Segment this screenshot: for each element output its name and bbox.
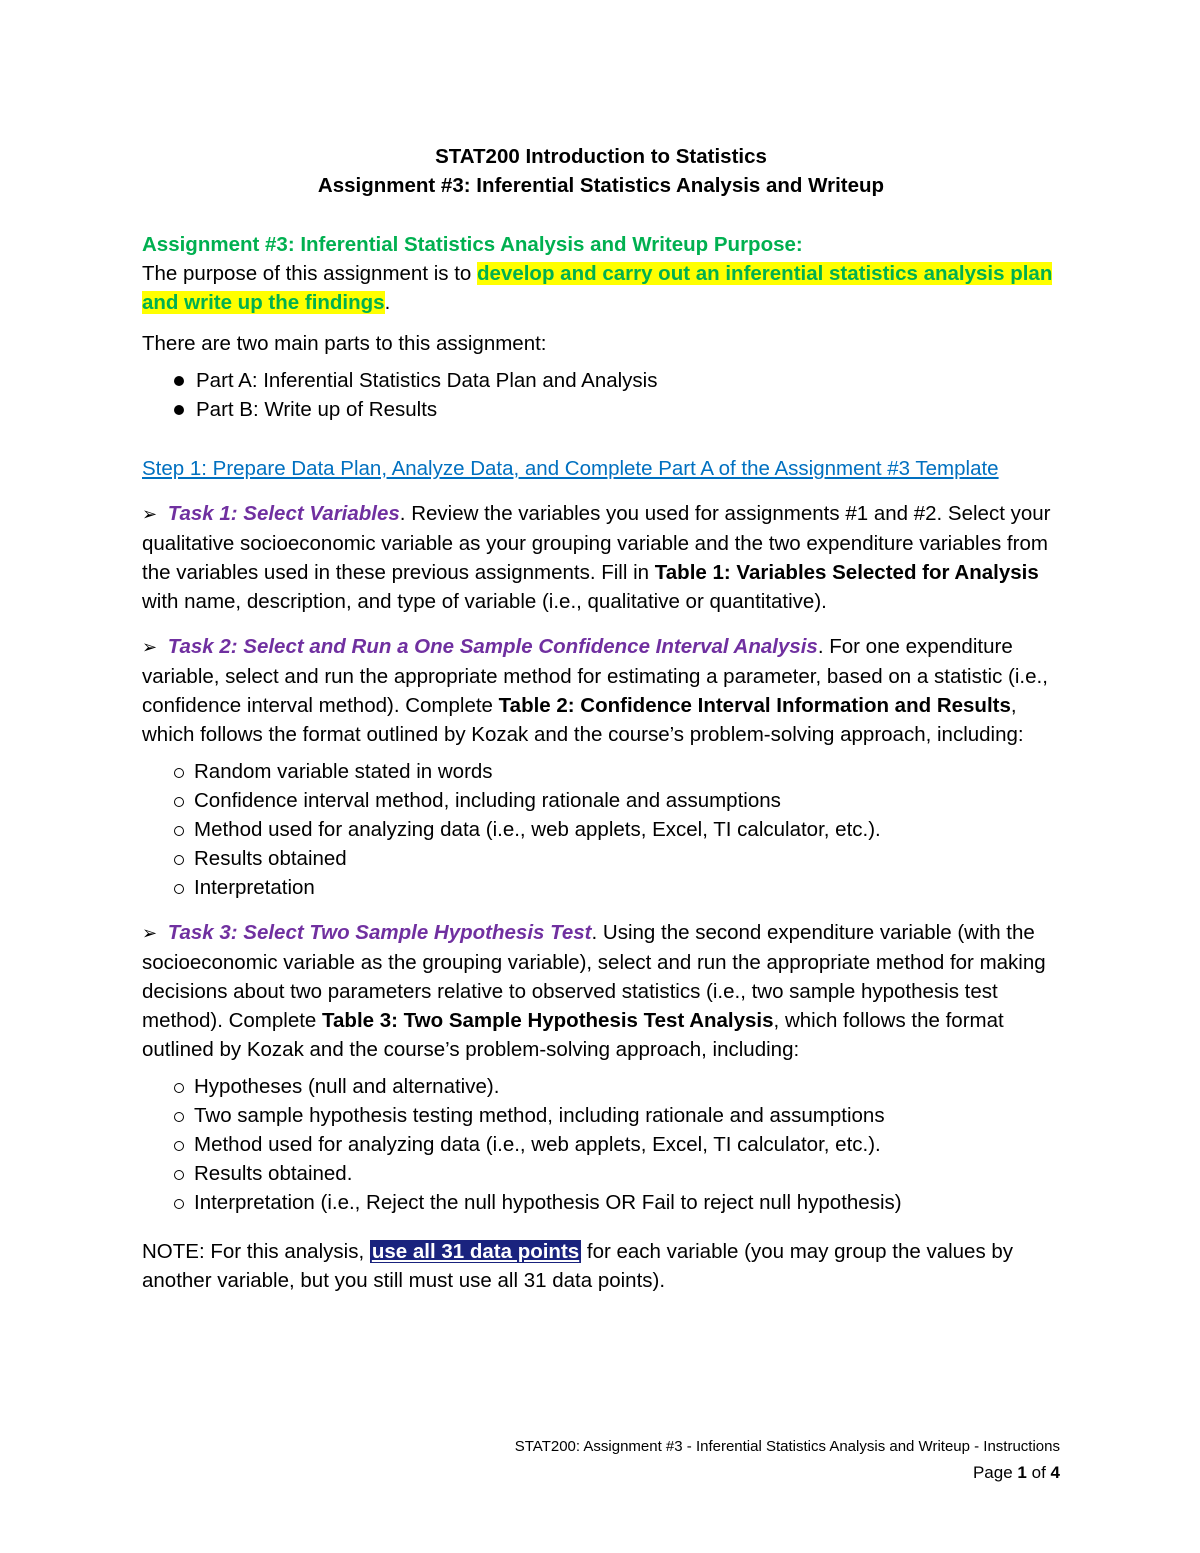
note-highlight: use all 31 data points (371, 1240, 580, 1263)
task2-item: Interpretation (194, 876, 315, 899)
list-item (174, 1072, 1060, 1101)
arrow-icon: ➢ (142, 637, 158, 657)
circle-bullet-icon (174, 1170, 184, 1180)
task3-item: Results obtained. (194, 1162, 353, 1185)
purpose-text-after: . (384, 291, 391, 314)
purpose-text-before: The purpose of this assignment is to (142, 262, 478, 285)
task3-paragraph (142, 918, 1060, 1064)
note-paragraph (142, 1237, 1060, 1295)
task1-title: Task 1: Select Variables (167, 502, 400, 525)
task2-item: Results obtained (194, 847, 347, 870)
list-item (174, 1188, 1060, 1217)
purpose-highlight: develop and carry out an inferential statistics analysis plan and write up the findings (142, 262, 1053, 314)
task2-list (142, 757, 1060, 902)
assignment-title: Assignment #3: Inferential Statistics Analysis and Writeup (317, 174, 885, 197)
part-b-label: Part B: Write up of Results (196, 398, 438, 421)
task2-item: Confidence interval method, including rationale and assumptions (194, 789, 781, 812)
parts-intro: There are two main parts to this assignment: (142, 332, 547, 355)
task2-paragraph (142, 632, 1060, 749)
arrow-icon: ➢ (142, 504, 158, 524)
task3-table-ref: Table 3: Two Sample Hypothesis Test Analysis (322, 1009, 774, 1032)
list-item (174, 1101, 1060, 1130)
task2-text-b: , which follows the format outlined by Kozak and the course’s problem-solving approach, including: (142, 694, 1024, 746)
note-text-a: NOTE: For this analysis, (142, 1240, 370, 1263)
parts-list (142, 366, 1060, 424)
note-text-b: for each variable (you may group the values by another variable, but you still must use all 31 data points). (142, 1240, 1014, 1292)
list-item (174, 873, 1060, 902)
page-body (142, 142, 1060, 1295)
circle-bullet-icon (174, 855, 184, 865)
circle-bullet-icon (174, 797, 184, 807)
circle-bullet-icon (174, 1083, 184, 1093)
list-item (174, 786, 1060, 815)
circle-bullet-icon (174, 1112, 184, 1122)
bullet-icon (174, 376, 184, 386)
task1-text-b: with name, description, and type of variable (i.e., qualitative or quantitative). (142, 590, 827, 613)
of-word: of (1031, 1463, 1046, 1482)
task3-item: Interpretation (i.e., Reject the null hypothesis OR Fail to reject null hypothesis) (194, 1191, 902, 1214)
footer-line: STAT200: Assignment #3 - Inferential Statistics Analysis and Writeup - Instructions (514, 1438, 1060, 1455)
task3-text-a: . Using the second expenditure variable (with the socioeconomic variable as the grouping variable), select and run the appropriate method for making decisions about two parameters relative to observed statistics (i.e., two sample hypothesis test method). Complete (142, 921, 1046, 1032)
list-item (174, 844, 1060, 873)
purpose-heading: Assignment #3: Inferential Statistics Analysis and Writeup Purpose: (142, 233, 803, 256)
circle-bullet-icon (174, 826, 184, 836)
task3-item: Hypotheses (null and alternative). (194, 1075, 500, 1098)
purpose-paragraph (142, 259, 1060, 317)
task3-item: Method used for analyzing data (i.e., web applets, Excel, TI calculator, etc.). (194, 1133, 881, 1156)
part-a-label: Part A: Inferential Statistics Data Plan and Analysis (196, 369, 658, 392)
page-number (515, 1460, 1060, 1486)
page-footer (515, 1434, 1060, 1486)
arrow-icon: ➢ (142, 923, 158, 943)
bullet-icon (174, 405, 184, 415)
circle-bullet-icon (174, 1199, 184, 1209)
list-item (174, 757, 1060, 786)
task2-item: Random variable stated in words (194, 760, 493, 783)
task2-table-ref: Table 2: Confidence Interval Information and Results (498, 694, 1011, 717)
task2-text-a: . For one expenditure variable, select and run the appropriate method for estimating a parameter, based on a statistic (i.e., confidence interval method). Complete (142, 635, 1048, 717)
course-title: STAT200 Introduction to Statistics (435, 145, 767, 168)
circle-bullet-icon (174, 1141, 184, 1151)
list-item (174, 395, 1060, 424)
task3-item: Two sample hypothesis testing method, including rationale and assumptions (194, 1104, 885, 1127)
task3-list (142, 1072, 1060, 1217)
list-item (174, 366, 1060, 395)
task1-table-ref: Table 1: Variables Selected for Analysis (654, 561, 1039, 584)
task2-title: Task 2: Select and Run a One Sample Confidence Interval Analysis (167, 635, 818, 658)
circle-bullet-icon (174, 768, 184, 778)
page-current: 1 (1017, 1463, 1027, 1482)
list-item (174, 1130, 1060, 1159)
page-word: Page (972, 1463, 1013, 1482)
task1-paragraph (142, 499, 1060, 616)
list-item (174, 1159, 1060, 1188)
circle-bullet-icon (174, 884, 184, 894)
list-item (174, 815, 1060, 844)
page-total: 4 (1050, 1463, 1060, 1482)
task2-item: Method used for analyzing data (i.e., web applets, Excel, TI calculator, etc.). (194, 818, 881, 841)
task1-text-a: . Review the variables you used for assignments #1 and #2. Select your qualitative socioeconomic variable as your grouping variable and the two expenditure variables from the variables used in these previous assignments. Fill in (142, 502, 1051, 584)
task3-title: Task 3: Select Two Sample Hypothesis Test (167, 921, 592, 944)
step1-link[interactable]: Step 1: Prepare Data Plan, Analyze Data, and Complete Part A of the Assignment #3 Template (142, 457, 999, 480)
task3-text-b: , which follows the format outlined by Kozak and the course’s problem-solving approach, including: (142, 1009, 1004, 1061)
